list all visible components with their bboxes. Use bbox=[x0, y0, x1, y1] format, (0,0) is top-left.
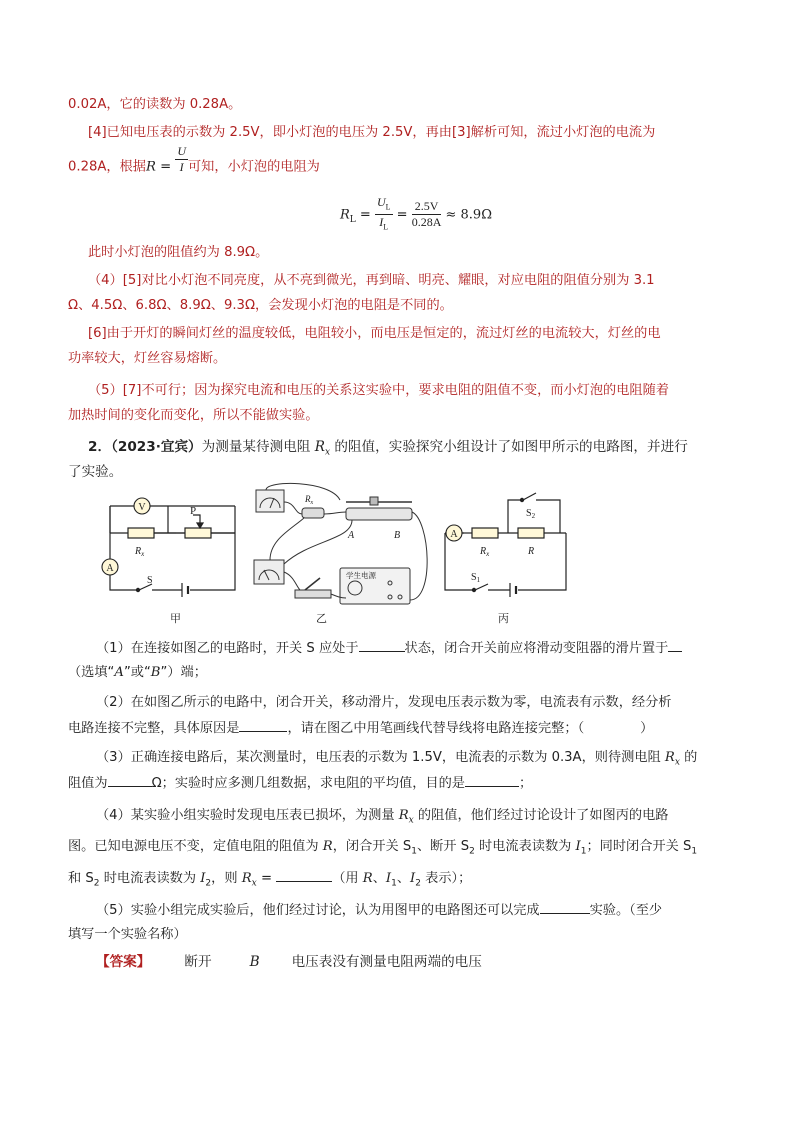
blank-3[interactable] bbox=[239, 719, 287, 732]
svg-text:A: A bbox=[348, 530, 355, 541]
solution-line-9: （5）[7]不可行；因为探究电流和电压的关系这实验中，要求电阻的阻值不变，而小灯泡的电阻随着 bbox=[88, 383, 669, 398]
answer-line bbox=[96, 953, 482, 971]
question-part-5-line-2: 填写一个实验名称） bbox=[68, 927, 187, 942]
label-rx-yi: $R_x$ bbox=[305, 494, 314, 506]
question-part-2: （2）在如图乙所示的电路中，闭合开关，移动滑片，发现电压表示数为零，电流表有示数，经分析 bbox=[96, 695, 672, 710]
svg-text:P: P bbox=[190, 505, 197, 517]
solution-line-8: 功率较大，灯丝容易熔断。 bbox=[68, 351, 227, 366]
rheostat-jia bbox=[185, 528, 211, 538]
question-part-4-line-3: 和 $S_2$ 时电流表读数为 $I_2$，则 $R_x$ = （用 R、$I_1$、$I_2$ 表示）； bbox=[68, 871, 472, 889]
inline-fraction-u-over-i: $\frac{U}{I}$ bbox=[177, 144, 186, 174]
svg-text:甲: 甲 bbox=[170, 613, 181, 625]
solution-line-1: 0.02A，它的读数为 0.28A。 bbox=[68, 97, 242, 112]
question-part-4-line-2: 图。已知电源电压不变，定值电阻的阻值为 R，闭合开关 $S_1$、断开 $S_2$ 时电流表读数为 $I_1$；同时闭合开关 $S_1$ bbox=[68, 839, 698, 857]
resistor-rx-jia bbox=[128, 528, 154, 538]
answer-2: B bbox=[249, 954, 260, 970]
answer-label: 【答案】 bbox=[96, 954, 151, 970]
svg-text:A: A bbox=[106, 563, 114, 574]
blank-7[interactable] bbox=[540, 901, 590, 914]
blank-6[interactable] bbox=[276, 869, 332, 882]
solution-line-5: （4）[5]对比小灯泡不同亮度，从不亮到微光，再到暗、明亮、耀眼，对应电阻的阻值分别为 3.1 bbox=[88, 273, 655, 288]
resistor-r-bing bbox=[518, 528, 544, 538]
answer-3: 电压表没有测量电阻两端的电压 bbox=[291, 954, 482, 970]
solution-line-7: [6]由于开灯的瞬间灯丝的温度较低，电阻较小，而电压是恒定的，流过灯丝的电流较大，灯丝的电 bbox=[88, 326, 661, 341]
blank-5[interactable] bbox=[465, 774, 519, 787]
solution-line-10: 加热时间的变化而变化，所以不能做实验。 bbox=[68, 408, 319, 423]
question-part-3: （3）正确连接电路后，某次测量时，电压表的示数为 1.5V，电流表的示数为 0.3A，则待测电阻 $R_x$ 的 bbox=[96, 750, 698, 768]
svg-text:A: A bbox=[450, 529, 458, 540]
blank-2[interactable] bbox=[668, 639, 682, 652]
label-rx-jia: $R_x$ bbox=[135, 546, 145, 558]
circuit-diagram-bing bbox=[445, 493, 566, 597]
question-2-heading-line-2: 了实验。 bbox=[68, 464, 123, 480]
svg-text:R: R bbox=[528, 546, 535, 557]
solution-line-2: [4]已知电压表的示数为 2.5V，即小灯泡的电压为 2.5V，再由[3]解析可知，流过小灯泡的电流为 bbox=[88, 125, 656, 140]
question-part-1-line-2: （选填“A”或“B”）端； bbox=[68, 665, 207, 680]
svg-text:学生电源: 学生电源 bbox=[346, 571, 376, 580]
resistor-rx-bing bbox=[472, 528, 498, 538]
question-part-4: （4）某实验小组实验时发现电压表已损坏，为测量 $R_x$ 的阻值，他们经过讨论设计了如图丙的电路 bbox=[96, 808, 669, 826]
question-2-heading: 2．（2023·宜宾）为测量某待测电阻 $R_x$ 的阻值，实验探究小组设计了如图甲所示的电路图，并进行 bbox=[88, 439, 688, 458]
question-part-1: （1）在连接如图乙的电路时，开关 S 应处于 状态，闭合开关前应将滑动变阻器的滑片置于 bbox=[96, 639, 682, 658]
apparatus-drawing-yi bbox=[254, 483, 427, 604]
solution-line-6: Ω、4.5Ω、6.8Ω、8.9Ω、9.3Ω，会发现小灯泡的电阻是不同的。 bbox=[68, 298, 453, 313]
solution-line-4: 此时小灯泡的阻值约为 8.9Ω。 bbox=[88, 245, 269, 260]
svg-text:乙: 乙 bbox=[316, 613, 327, 625]
answer-1: 断开 bbox=[184, 954, 212, 970]
circuit-diagram-jia bbox=[110, 506, 235, 590]
question-part-3-line-2: 阻值为 Ω；实验时应多测几组数据，求电阻的平均值，目的是 ； bbox=[68, 776, 533, 791]
question-part-5: （5）实验小组完成实验后，他们经过讨论，认为用图甲的电路图还可以完成 实验。（至少 bbox=[96, 903, 663, 918]
resistance-formula: $R_L$ = $\frac{U_L}{I_L}$ = $\frac{2.5V}{0.28A}$ ≈ 8.9Ω bbox=[340, 195, 492, 232]
circuit-figures bbox=[90, 480, 580, 630]
svg-text:B: B bbox=[394, 530, 401, 541]
label-s2: $S_2$ bbox=[526, 508, 536, 520]
svg-text:丙: 丙 bbox=[498, 613, 509, 625]
solution-line-3: 0.28A，根据R = $\frac{U}{I}$ 可知，小灯泡的电阻为 bbox=[68, 144, 320, 175]
label-s1: $S_1$ bbox=[471, 572, 481, 584]
svg-text:S: S bbox=[147, 575, 153, 586]
blank-1[interactable] bbox=[359, 639, 405, 652]
svg-text:V: V bbox=[138, 502, 146, 513]
blank-4[interactable] bbox=[108, 774, 152, 787]
question-part-2-line-2: 电路连接不完整，具体原因是 ，请在图乙中用笔画线代替导线将电路连接完整；（ ） bbox=[68, 721, 654, 736]
label-rx-bing: $R_x$ bbox=[480, 546, 490, 558]
